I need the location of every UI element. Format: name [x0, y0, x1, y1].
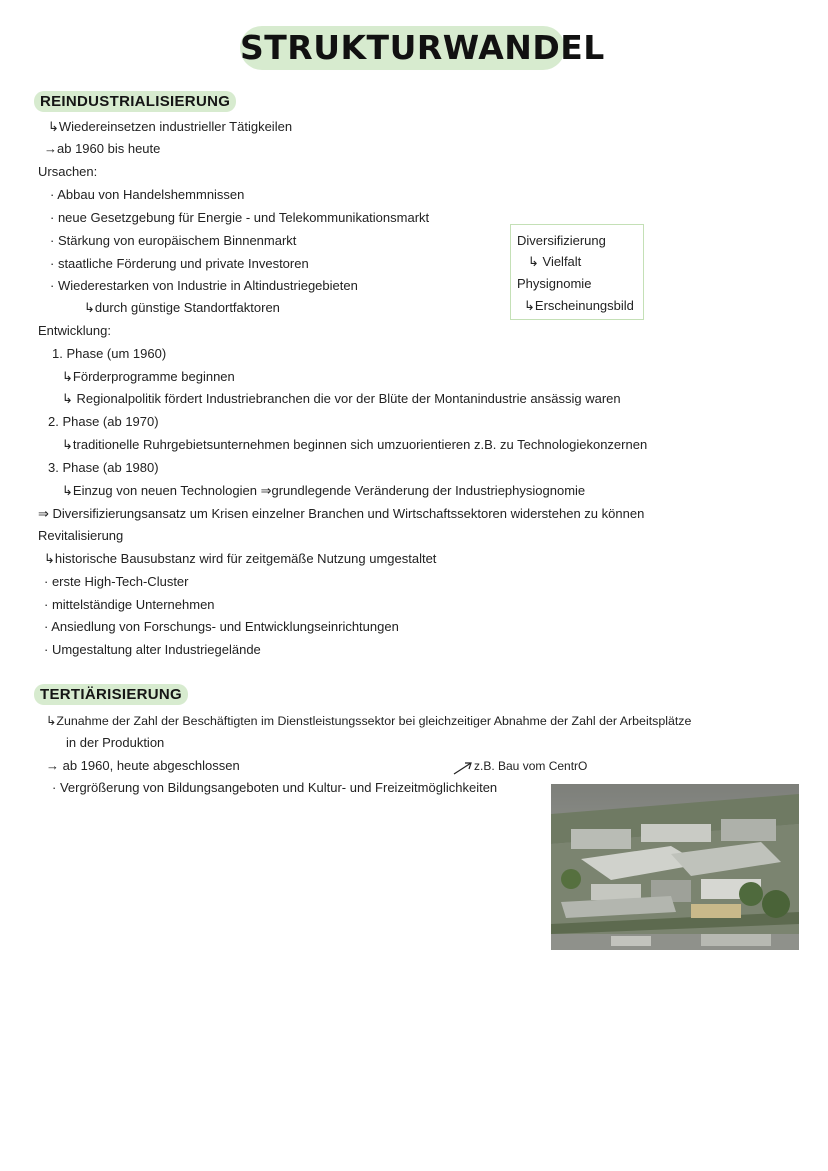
box-def-erscheinungsbild: ↳Erscheinungsbild: [524, 298, 634, 313]
definition-tert-cont: in der Produktion: [66, 735, 165, 750]
cause-item: · Stärkung von europäischem Binnenmarkt: [50, 233, 297, 248]
phase-1-detail: ↳ Regionalpolitik fördert Industriebranchen die vor der Blüte der Montanindustrie ansässig waren: [62, 391, 621, 406]
phase-2: 2. Phase (ab 1970): [48, 414, 159, 429]
annotation-centro: z.B. Bau vom CentrO: [474, 759, 588, 773]
phase-1-detail: ↳Förderprogramme beginnen: [62, 369, 235, 384]
timeframe-reind: →ab 1960 bis heute: [44, 141, 161, 156]
cause-item: · staatliche Förderung und private Investoren: [50, 256, 309, 271]
timeframe-tert: → ab 1960, heute abgeschlossen: [46, 758, 240, 773]
development-label: Entwicklung:: [38, 323, 111, 338]
revitalisierung-def: ↳historische Bausubstanz wird für zeitgemäße Nutzung umgestaltet: [44, 551, 437, 566]
causes-label: Ursachen:: [38, 164, 98, 179]
definition-reind: ↳Wiedereinsetzen industrieller Tätigkeilen: [48, 119, 293, 134]
box-term-diversifizierung: Diversifizierung: [517, 233, 606, 248]
box-term-physiognomie: Physignomie: [517, 276, 592, 291]
phase-2-detail: ↳traditionelle Ruhrgebietsunternehmen beginnen sich umzuorientieren z.B. zu Technologiekonzernen: [62, 437, 648, 452]
tert-item: · Vergrößerung von Bildungsangeboten und Kultur- und Freizeitmöglichkeiten: [52, 780, 498, 795]
revital-item: · Ansiedlung von Forschungs- und Entwicklungseinrichtungen: [44, 619, 399, 634]
box-def-vielfalt: ↳ Vielfalt: [528, 254, 582, 269]
cause-item: · neue Gesetzgebung für Energie - und Telekommunikationsmarkt: [50, 210, 430, 225]
phase-3: 3. Phase (ab 1980): [48, 460, 159, 475]
cause-item: · Abbau von Handelshemmnissen: [50, 187, 245, 202]
revitalisierung-label: Revitalisierung: [38, 528, 124, 543]
arrow-icon: [452, 760, 474, 776]
revital-item: · Umgestaltung alter Industriegelände: [44, 642, 261, 657]
cause-subitem: ↳durch günstige Standortfaktoren: [84, 300, 280, 315]
phase-3-detail: ↳Einzug von neuen Technologien ⇒grundlegende Veränderung der Industriephysiognomie: [62, 483, 586, 498]
definition-tert: ↳Zunahme der Zahl der Beschäftigten im Dienstleistungssektor bei gleichzeitiger Abnahme der Zahl der Arbeitsplätze: [46, 714, 692, 728]
page-title: STRUKTURWANDEL: [240, 26, 565, 70]
cause-item: · Wiederestarken von Industrie in Altindustriegebieten: [50, 278, 358, 293]
revital-item: · erste High-Tech-Cluster: [44, 574, 189, 589]
phase-1: 1. Phase (um 1960): [52, 346, 167, 361]
aerial-photo: [551, 784, 799, 950]
heading-tertiaerisierung: TERTIÄRISIERUNG: [34, 684, 188, 705]
heading-reindustrialisierung: REINDUSTRIALISIERUNG: [34, 91, 236, 112]
revital-item: · mittelständige Unternehmen: [44, 597, 215, 612]
conclusion-line: ⇒ Diversifizierungsansatz um Krisen einzelner Branchen und Wirtschaftssektoren widerstehen zu können: [38, 506, 645, 521]
